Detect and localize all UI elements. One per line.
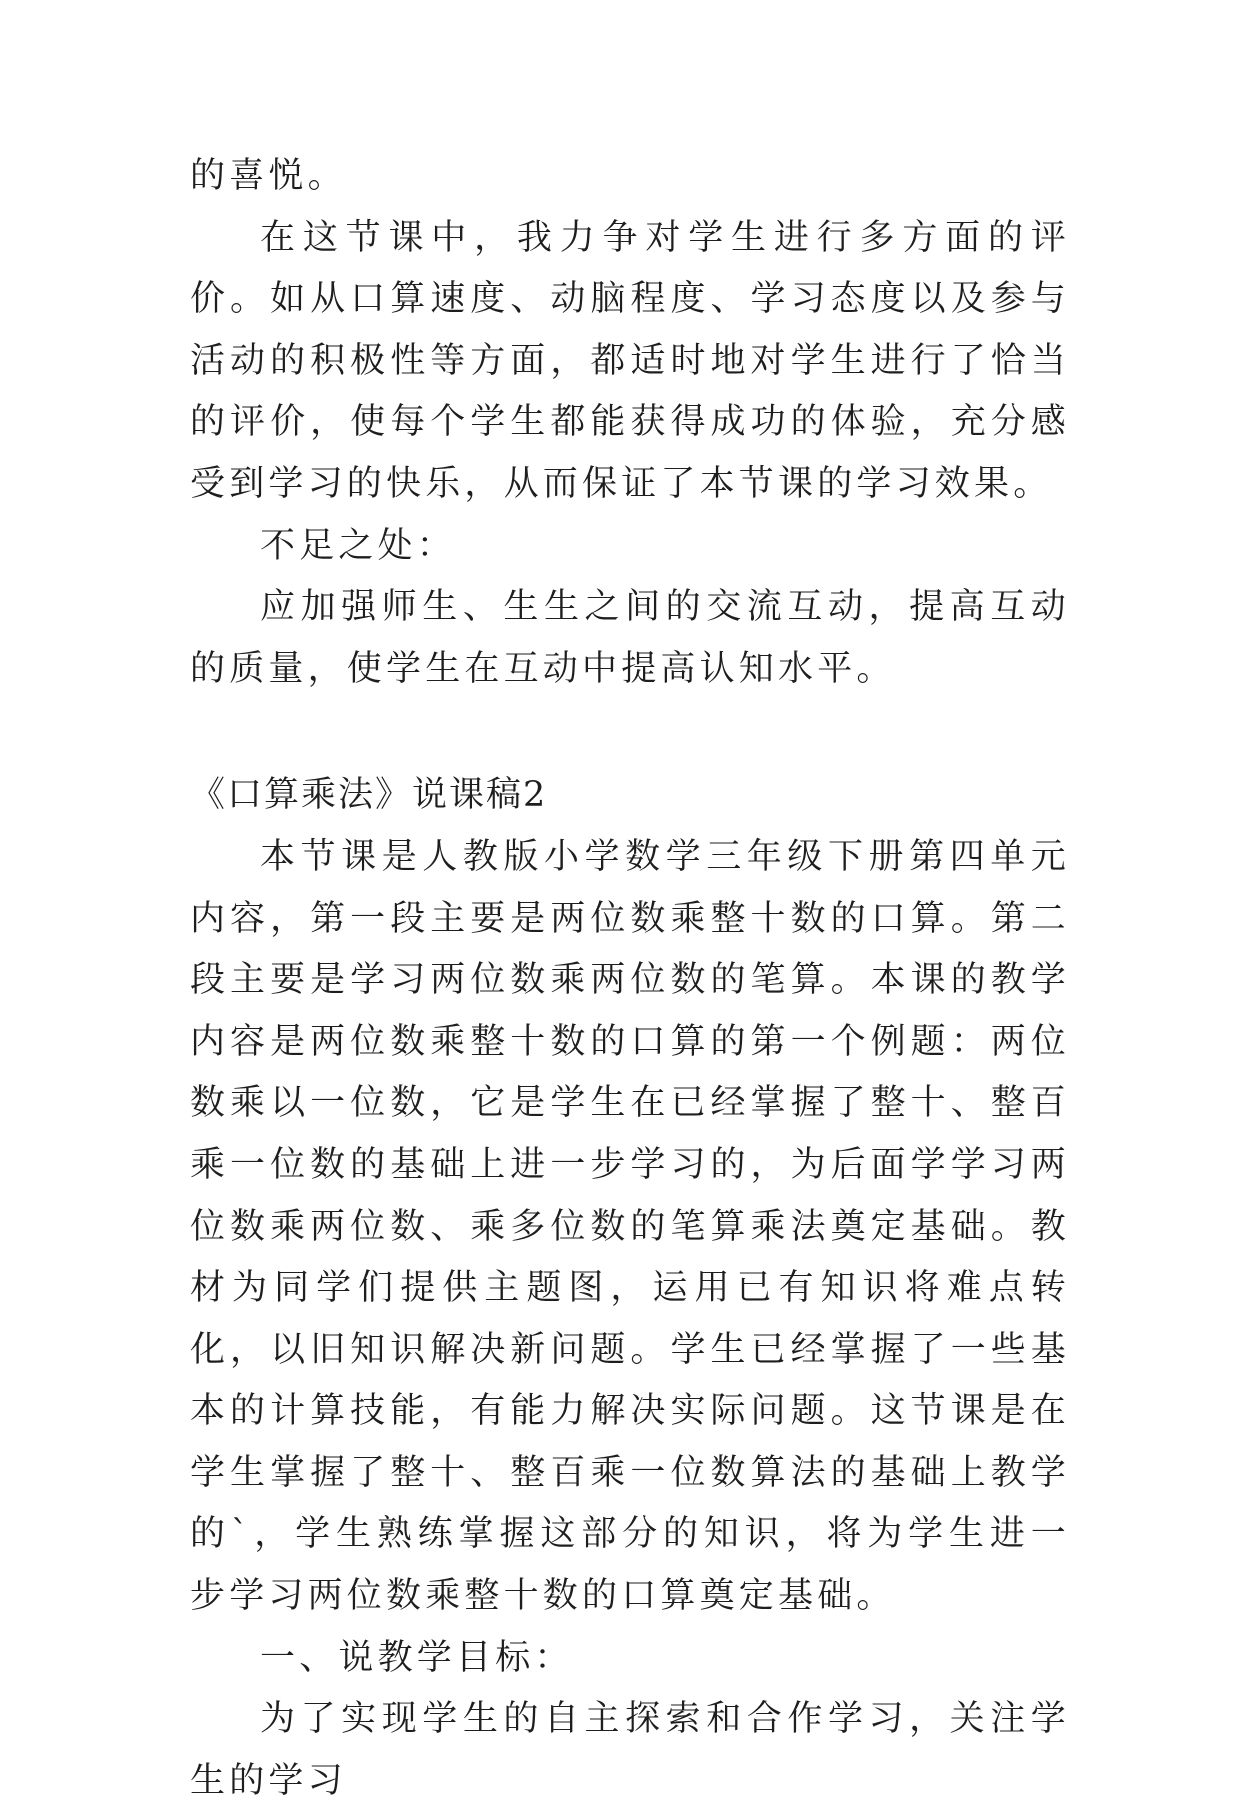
section-heading: 《口算乘法》说课稿2 bbox=[190, 775, 548, 816]
paragraph-objectives: 为了实现学生的自主探索和合作学习，关注学生的学习 bbox=[190, 1699, 1070, 1801]
paragraph-shortcomings: 应加强师生、生生之间的交流互动，提高互动的质量，使学生在互动中提高认知水平。 bbox=[190, 587, 1070, 689]
paragraph-shortcomings-label: 不足之处： bbox=[260, 525, 457, 566]
paragraph-objectives-heading: 一、说教学目标： bbox=[260, 1637, 574, 1678]
paragraph-lesson-intro: 本节课是人教版小学数学三年级下册第四单元内容，第一段主要是两位数乘整十数的口算。第二段主要是学习两位数乘两位数的笔算。本课的教学内容是两位数乘整十数的口算的第一个例题：两位数乘以一位数，它是学生在已经掌握了整十、整百乘一位数的基础上进一步学习的，为后面学学习两位数乘两位数、乘多位数的笔算乘法奠定基础。教材为同学们提供主题图，运用已有知识将难点转化，以旧知识解决新问题。学生已经掌握了一些基本的计算技能，有能力解决实际问题。这节课是在学生掌握了整十、整百乘一位数算法的基础上教学的`，学生熟练掌握这部分的知识，将为学生进一步学习两位数乘整十数的口算奠定基础。 bbox=[190, 836, 1070, 1617]
document-body bbox=[190, 146, 1070, 1812]
paragraph-evaluation: 在这节课中，我力争对学生进行多方面的评价。如从口算速度、动脑程度、学习态度以及参与活动的积极性等方面，都适时地对学生进行了恰当的评价，使每个学生都能获得成功的体验，充分感受到学习的快乐，从而保证了本节课的学习效果。 bbox=[190, 217, 1070, 504]
paragraph-continuation: 的喜悦。 bbox=[190, 156, 347, 196]
